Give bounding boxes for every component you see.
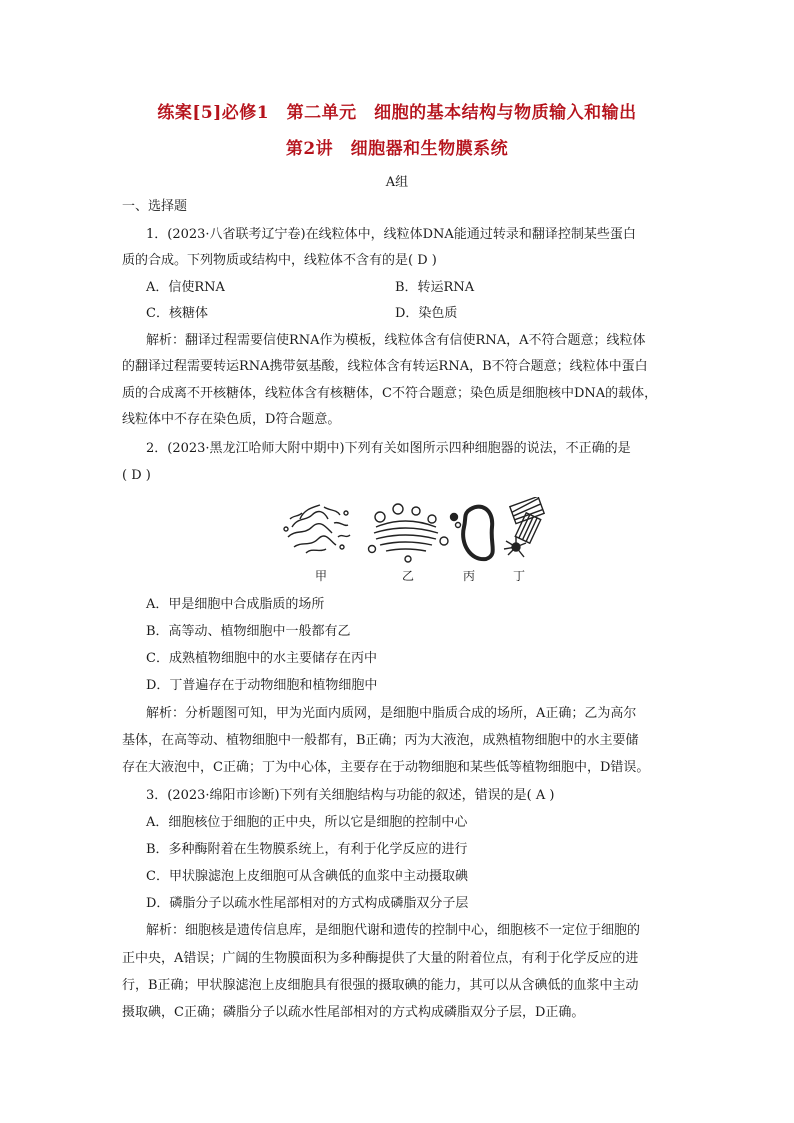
q1-analysis-line1: 解析：翻译过程需要信使RNA作为模板，线粒体含有信使RNA，A不符合题意；线粒体 [146, 333, 646, 348]
q1-option-c: C．核糖体 [146, 306, 208, 321]
q1-stem-line2: 质的合成。下列物质或结构中，线粒体不含有的是( D ) [122, 253, 437, 268]
figure-label-yi: 乙 [402, 569, 415, 583]
q1-option-d: D．染色质 [395, 306, 458, 321]
organelle-figure [280, 497, 550, 565]
q3-option-a: A．细胞核位于细胞的正中央，所以它是细胞的控制中心 [146, 815, 468, 830]
q2-stem-line1: 2．(2023·黑龙江哈师大附中期中)下列有关如图所示四种细胞器的说法，不正确的是 [146, 441, 631, 456]
q3-option-b: B．多种酶附着在生物膜系统上，有利于化学反应的进行 [146, 842, 468, 857]
q1-option-a: A．信使RNA [146, 280, 225, 295]
q3-option-c: C．甲状腺滤泡上皮细胞可从含碘低的血浆中主动摄取碘 [146, 869, 468, 884]
page-subtitle: 第2讲 细胞器和生物膜系统 [285, 139, 509, 159]
q3-option-d: D．磷脂分子以疏水性尾部相对的方式构成磷脂双分子层 [146, 896, 469, 911]
q3-analysis-line2: 正中央，A错误；广阔的生物膜面积为多种酶提供了大量的附着位点，有利于化学反应的进 [122, 951, 639, 966]
q3-analysis-line4: 摄取碘，C正确；磷脂分子以疏水性尾部相对的方式构成磷脂双分子层，D正确。 [122, 1005, 585, 1020]
page-title: 练案[5]必修1 第二单元 细胞的基本结构与物质输入和输出 [157, 103, 637, 123]
q3-stem-line1: 3．(2023·绵阳市诊断)下列有关细胞结构与功能的叙述，错误的是( A ) [146, 788, 555, 803]
figure-label-ding: 丁 [513, 569, 526, 583]
figure-label-bing: 丙 [463, 569, 476, 583]
q2-analysis-line3: 存在大液泡中，C正确；丁为中心体，主要存在于动物细胞和某些低等植物细胞中，D错误。 [122, 760, 650, 775]
section-heading: 一、选择题 [122, 199, 188, 214]
q3-analysis-line3: 行，B正确；甲状腺滤泡上皮细胞具有很强的摄取碘的能力，其可以从含碘低的血浆中主动 [122, 978, 639, 993]
q2-option-c: C．成熟植物细胞中的水主要储存在丙中 [146, 651, 377, 666]
q1-analysis-line3: 质的合成离不开核糖体，线粒体含有核糖体，C不符合题意；染色质是细胞核中DNA的载体， [122, 386, 658, 401]
golgi-illustration [369, 504, 461, 562]
q2-analysis-line1: 解析：分析题图可知，甲为光面内质网，是细胞中脂质合成的场所，A正确；乙为高尔 [146, 706, 637, 721]
q3-analysis-line1: 解析：细胞核是遗传信息库，是细胞代谢和遗传的控制中心，细胞核不一定位于细胞的 [146, 923, 641, 938]
q2-stem-line2: ( D ) [122, 468, 151, 483]
centrosome-illustration [504, 497, 544, 557]
q1-analysis-line2: 的翻译过程需要转运RNA携带氨基酸，线粒体含有转运RNA，B不符合题意；线粒体中蛋白 [122, 359, 648, 374]
q2-option-b: B．高等动、植物细胞中一般都有乙 [146, 624, 351, 639]
vacuole-illustration [463, 507, 493, 560]
q2-option-d: D．丁普遍存在于动物细胞和植物细胞中 [146, 678, 378, 693]
smooth-er-illustration [284, 505, 350, 553]
group-label: A组 [385, 175, 409, 190]
q1-analysis-line4: 线粒体中不存在染色质，D符合题意。 [122, 412, 341, 427]
figure-label-jia: 甲 [315, 569, 328, 583]
q2-option-a: A．甲是细胞中合成脂质的场所 [146, 597, 325, 612]
q2-analysis-line2: 基体，在高等动、植物细胞中一般都有，B正确；丙为大液泡，成熟植物细胞中的水主要储 [122, 733, 639, 748]
q1-option-b: B．转运RNA [395, 280, 475, 295]
q1-stem-line1: 1．(2023·八省联考辽宁卷)在线粒体中，线粒体DNA能通过转录和翻译控制某些蛋白 [146, 227, 636, 242]
